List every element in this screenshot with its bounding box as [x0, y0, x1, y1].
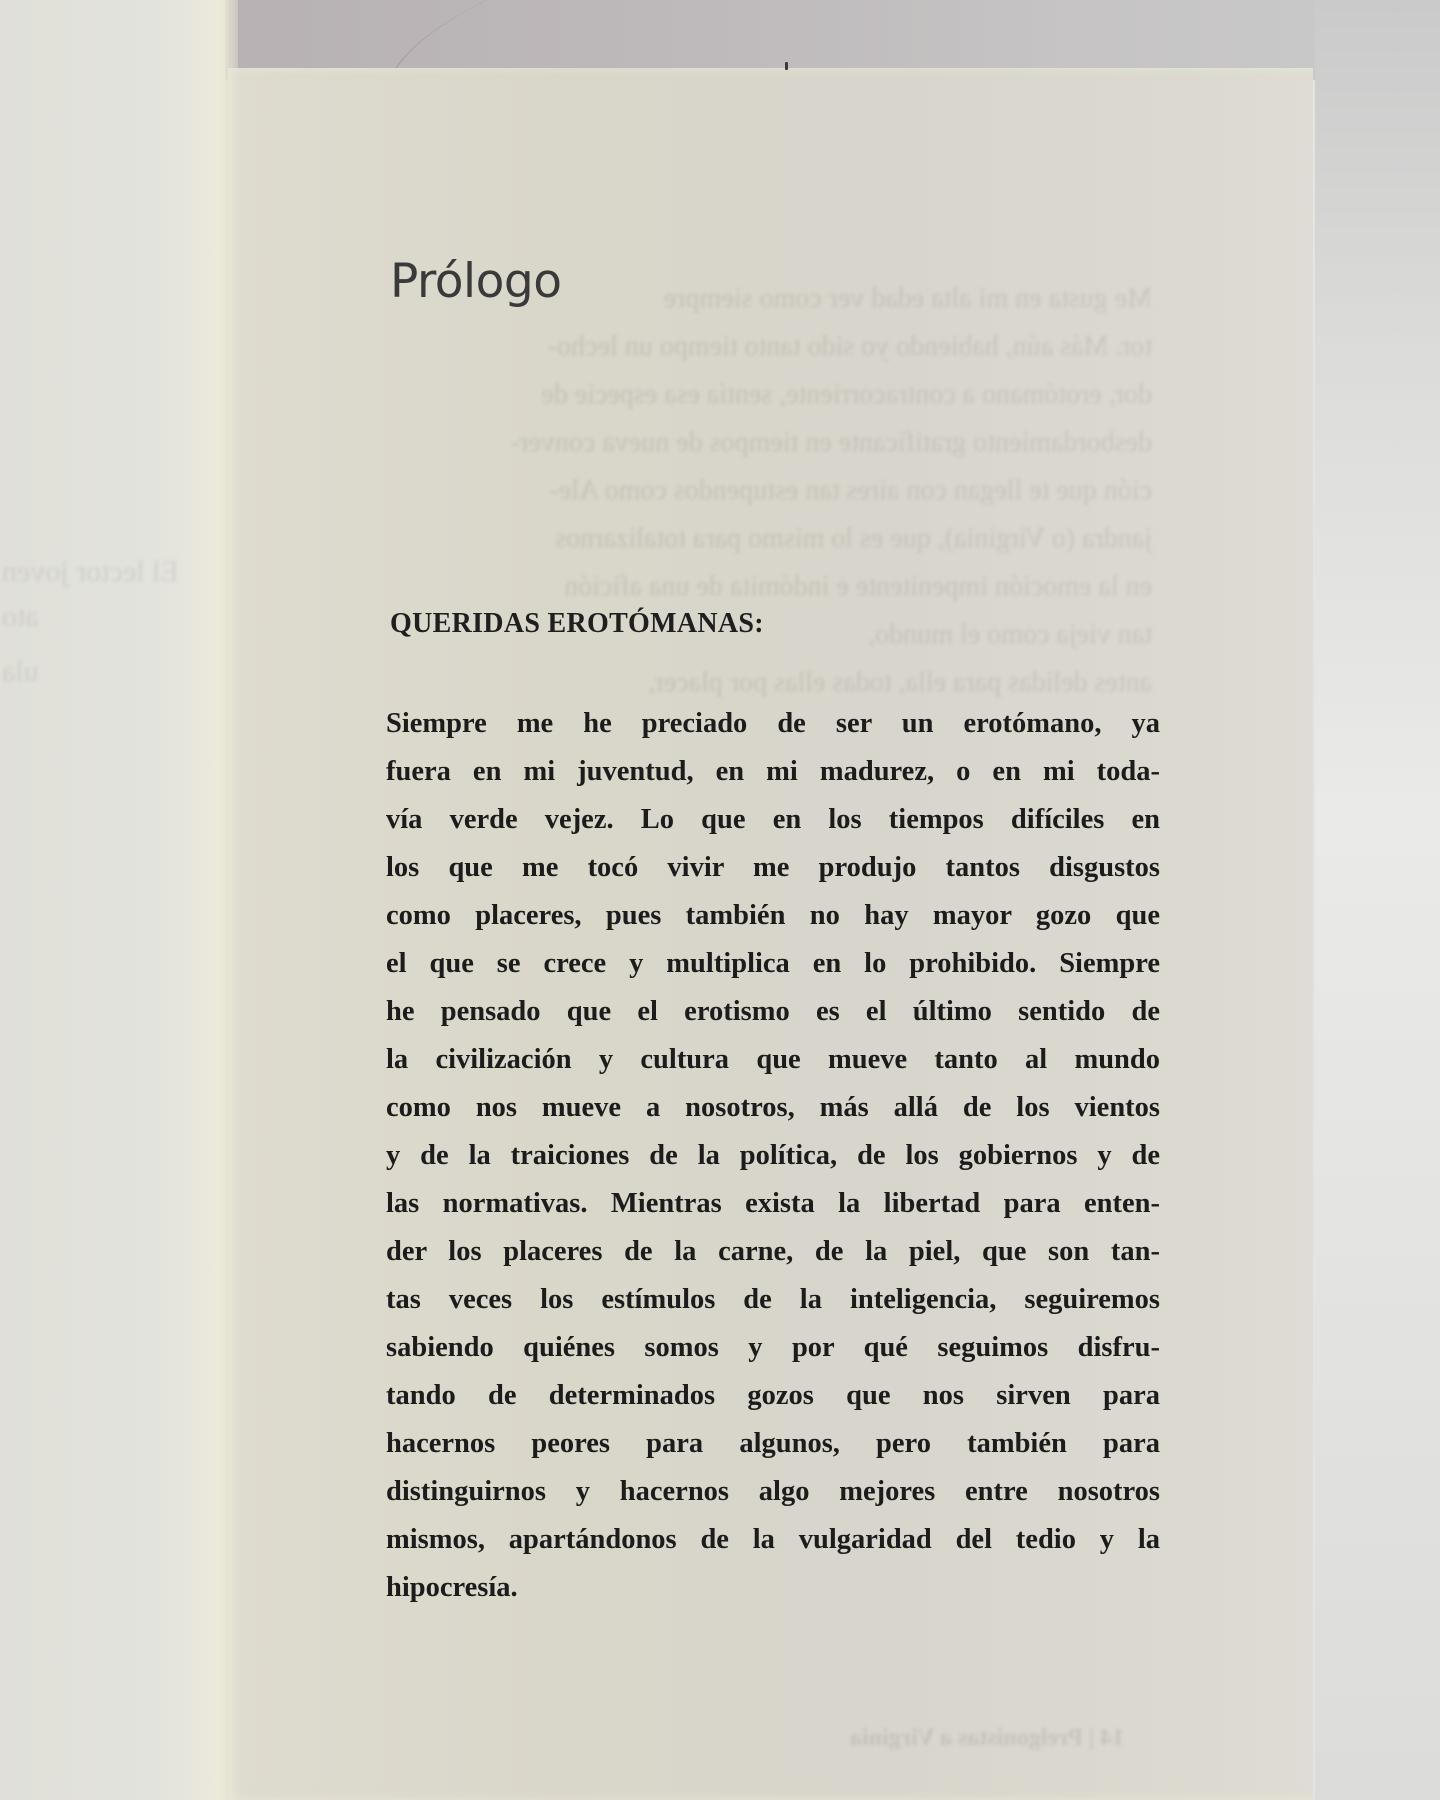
show-through-line: jandra (o Virginia), que es lo mismo para totalizarnos	[555, 523, 1152, 554]
body-line: tas veces los estímulos de la inteligencia, seguiremos	[386, 1284, 1160, 1315]
show-through-line: tan vieja como el mundo,	[868, 619, 1152, 650]
body-line: la civilización y cultura que mueve tanto al mundo	[386, 1044, 1160, 1075]
body-line: distinguirnos y hacernos algo mejores entre nosotros	[386, 1476, 1160, 1507]
body-line: mismos, apartándonos de la vulgaridad del tedio y la	[386, 1524, 1160, 1555]
background-surface-right	[1315, 0, 1440, 1800]
show-through-line: dor, erotómano a contracorriente, sentía esa especie de	[541, 379, 1152, 410]
body-line: el que se crece y multiplica en lo prohibido. Siempre	[386, 948, 1160, 979]
body-line: he pensado que el erotismo es el último sentido de	[386, 996, 1160, 1027]
left-page-show-through-text: El lector joven	[2, 555, 179, 588]
chapter-title: Prólogo	[390, 254, 562, 309]
body-line: como nos mueve a nosotros, más allá de los vientos	[386, 1092, 1160, 1123]
body-line: hipocresía.	[386, 1572, 518, 1603]
body-line: y de la traiciones de la política, de los gobiernos y de	[386, 1140, 1160, 1171]
left-page-show-through-text: ula	[2, 655, 39, 688]
body-line: der los placeres de la carne, de la piel, que son tan-	[386, 1236, 1160, 1267]
show-through-line: desbordamiento gratificante en tiempos de nueva conver-	[510, 427, 1152, 458]
show-through-page-footer: 14 | Prelgonistas a Virginia	[850, 1725, 1125, 1751]
left-page-show-through-text: ato	[2, 600, 39, 633]
body-line: sabiendo quiénes somos y por qué seguimos disfru-	[386, 1332, 1160, 1363]
body-line: los que me tocó vivir me produjo tantos disgustos	[386, 852, 1160, 883]
body-line: fuera en mi juventud, en mi madurez, o en mi toda-	[386, 756, 1160, 787]
show-through-line: Me gusta en mi alta edad ver como siempre	[663, 283, 1152, 314]
body-line: como placeres, pues también no hay mayor gozo que	[386, 900, 1160, 931]
body-line: Siempre me he preciado de ser un erotómano, ya	[386, 708, 1160, 739]
page-top-mark	[785, 62, 788, 70]
body-line: hacernos peores para algunos, pero también para	[386, 1428, 1160, 1459]
show-through-text	[392, 275, 1152, 707]
body-line: vía verde vejez. Lo que en los tiempos difíciles en	[386, 804, 1160, 835]
body-line: las normativas. Mientras exista la libertad para enten-	[386, 1188, 1160, 1219]
salutation: QUERIDAS EROTÓMANAS:	[390, 608, 764, 639]
show-through-line: ción que te llegan con aires tan estupendos como Ale-	[549, 475, 1152, 506]
body-paragraph	[386, 700, 1160, 1612]
left-facing-page	[0, 0, 225, 1800]
show-through-line: en la emoción impenitente e indómita de una afición	[564, 571, 1152, 602]
show-through-line: antes delidas para ella, todas ellas por placer,	[648, 667, 1152, 698]
body-line: tando de determinados gozos que nos sirven para	[386, 1380, 1160, 1411]
show-through-line: tor. Más aún, habiendo yo sido tanto tiempo un lecho-	[547, 331, 1152, 362]
